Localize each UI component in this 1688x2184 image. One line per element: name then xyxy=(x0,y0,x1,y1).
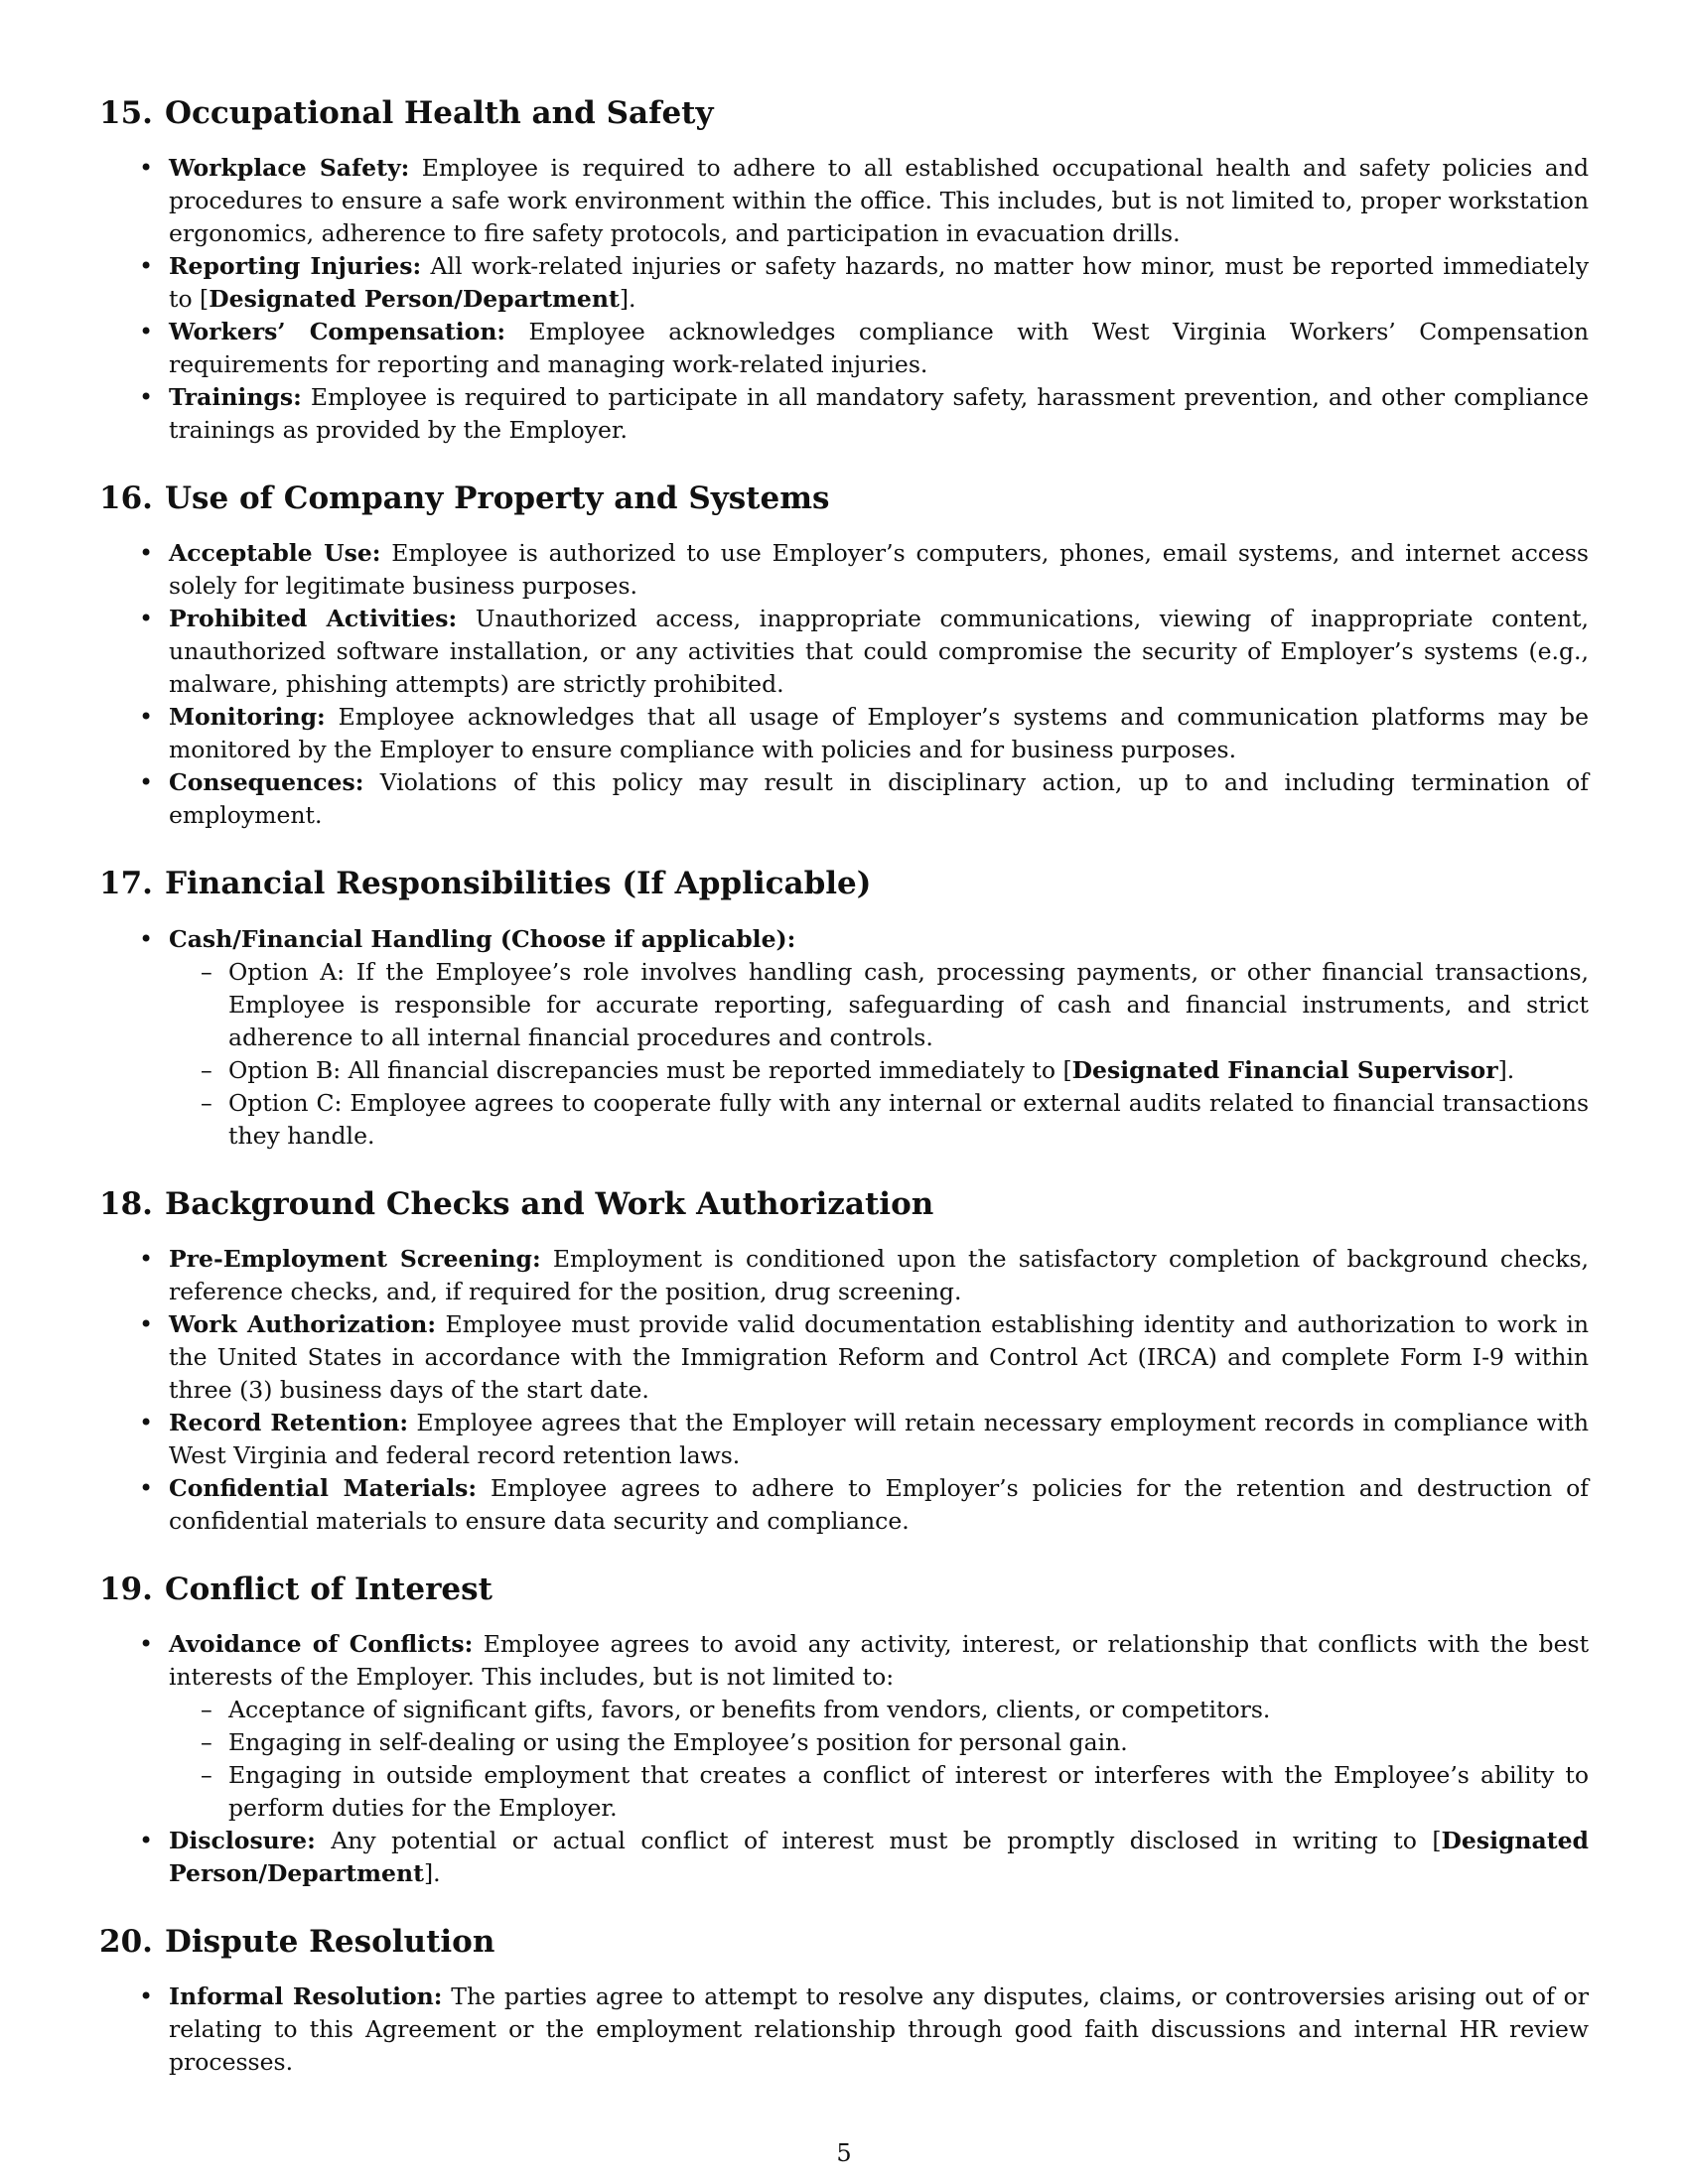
item-lead: Consequences: xyxy=(169,768,364,797)
item-lead: Work Authorization: xyxy=(169,1309,437,1338)
section-title: Use of Company Property and Systems xyxy=(165,480,830,517)
item-lead: Confidential Materials: xyxy=(169,1473,478,1502)
section-background-checks xyxy=(99,1186,1589,1538)
item-text: Employee is authorized to use Employer’s computers, phones, email systems, and internet access solely for legitimate business purposes. xyxy=(169,539,1589,601)
item-text: Employee agrees to avoid any activity, interest, or relationship that conflicts with the best interests of the Employer. This includes, but is not limited to: xyxy=(169,1629,1590,1691)
sub-list xyxy=(169,1694,1589,1825)
section-conflict-of-interest xyxy=(99,1571,1589,1890)
item-lead: Pre-Employment Screening: xyxy=(169,1244,541,1273)
section-number: 18. xyxy=(99,1185,153,1222)
list-item xyxy=(169,316,1589,381)
item-text: All work-related injuries or safety hazards, no matter how minor, must be reported immediately to [ xyxy=(169,252,1590,314)
list-item xyxy=(169,1825,1589,1890)
item-text: Violations of this policy may result in disciplinary action, up to and including termination of employment. xyxy=(169,768,1589,830)
bullet-list xyxy=(99,537,1589,832)
document-page xyxy=(99,95,1589,2113)
bullet-list xyxy=(99,1628,1589,1890)
list-item xyxy=(169,1308,1589,1407)
list-item xyxy=(169,701,1589,766)
section-heading xyxy=(99,480,1589,517)
list-item xyxy=(169,250,1589,316)
section-title: Conflict of Interest xyxy=(165,1570,492,1607)
section-number: 20. xyxy=(99,1923,153,1960)
list-item xyxy=(169,1243,1589,1308)
item-text: Unauthorized access, inappropriate communications, viewing of inappropriate content, unauthorized software installation, or any activities that could compromise the security of Employer’s systems (e.g., malware, phishing attempts) are strictly prohibited. xyxy=(169,605,1590,699)
list-item xyxy=(169,1472,1589,1538)
item-lead: Cash/Financial Handling (Choose if applicable): xyxy=(169,924,796,953)
sub-item-text: Acceptance of significant gifts, favors, or benefits from vendors, clients, or competitors. xyxy=(228,1695,1271,1723)
list-item xyxy=(169,537,1589,603)
sub-list-item xyxy=(228,1087,1589,1153)
bullet-list xyxy=(99,1243,1589,1538)
section-title: Occupational Health and Safety xyxy=(165,95,714,131)
section-title: Background Checks and Work Authorization xyxy=(165,1185,934,1222)
item-lead: Informal Resolution: xyxy=(169,1982,443,2011)
placeholder-text: Designated Financial Supervisor xyxy=(1071,1055,1498,1084)
sub-list-item xyxy=(228,1054,1589,1087)
item-text: Employee is required to participate in all mandatory safety, harassment prevention, and other compliance trainings as provided by the Employer. xyxy=(169,383,1589,445)
section-title: Dispute Resolution xyxy=(165,1923,495,1960)
sub-list-item xyxy=(228,1759,1589,1825)
item-lead: Workers’ Compensation: xyxy=(169,318,506,346)
item-lead: Record Retention: xyxy=(169,1408,408,1436)
item-lead: Trainings: xyxy=(169,383,302,412)
item-text: Employee acknowledges compliance with West Virginia Workers’ Compensation requirements for reporting and managing work-related injuries. xyxy=(169,318,1590,379)
section-company-property xyxy=(99,480,1589,832)
item-text: Employee agrees to adhere to Employer’s policies for the retention and destruction of confidential materials to ensure data security and compliance. xyxy=(169,1473,1589,1535)
section-number: 16. xyxy=(99,480,153,517)
list-item xyxy=(169,766,1589,832)
section-heading xyxy=(99,1571,1589,1608)
sub-list xyxy=(169,956,1589,1153)
section-number: 17. xyxy=(99,866,153,902)
placeholder-text: Designated Person/Department xyxy=(169,1826,1589,1887)
section-heading xyxy=(99,866,1589,902)
item-lead: Avoidance of Conflicts: xyxy=(169,1629,474,1658)
bullet-list xyxy=(99,1980,1589,2079)
bullet-list xyxy=(99,923,1589,1153)
item-lead: Prohibited Activities: xyxy=(169,605,458,633)
section-number: 15. xyxy=(99,95,153,131)
item-text: Employment is conditioned upon the satisfactory completion of background checks, reference checks, and, if required for the position, drug screening. xyxy=(169,1244,1589,1305)
section-heading xyxy=(99,95,1589,132)
list-item xyxy=(169,1407,1589,1472)
item-text: Any potential or actual conflict of interest must be promptly disclosed in writing to [ xyxy=(315,1826,1442,1854)
sub-item-text: Option C: Employee agrees to cooperate fully with any internal or external audits related to financial transactions they handle. xyxy=(228,1088,1589,1150)
item-lead: Acceptable Use: xyxy=(169,539,381,568)
bullet-list xyxy=(99,152,1589,447)
sub-item-text: ]. xyxy=(1497,1055,1515,1084)
item-text: The parties agree to attempt to resolve any disputes, claims, or controversies arising out of or relating to this Agreement or the employment relationship through good faith discussions and internal HR review processes. xyxy=(169,1982,1589,2077)
page-number: 5 xyxy=(836,2139,852,2167)
list-item xyxy=(169,152,1589,250)
list-item xyxy=(169,923,1589,1153)
list-item xyxy=(169,1628,1589,1825)
item-lead: Reporting Injuries: xyxy=(169,252,422,281)
item-text: Employee acknowledges that all usage of Employer’s systems and communication platforms may be monitored by the Employer to ensure compliance with policies and for business purposes. xyxy=(169,703,1589,764)
sub-item-text: Engaging in outside employment that creates a conflict of interest or interferes with the Employee’s ability to perform duties for the Employer. xyxy=(228,1760,1589,1822)
sub-list-item xyxy=(228,1694,1589,1726)
sub-item-text: Engaging in self-dealing or using the Employee’s position for personal gain. xyxy=(228,1727,1128,1756)
item-lead: Disclosure: xyxy=(169,1826,316,1854)
item-text: Employee is required to adhere to all established occupational health and safety policies and procedures to ensure a safe work environment within the office. This includes, but is not limited to, proper workstation ergonomics, adherence to fire safety protocols, and participation in evacuation drills. xyxy=(169,154,1589,248)
item-lead: Workplace Safety: xyxy=(169,154,410,183)
list-item xyxy=(169,1980,1589,2079)
placeholder-text: Designated Person/Department xyxy=(209,285,620,314)
section-dispute-resolution xyxy=(99,1924,1589,2079)
section-heading xyxy=(99,1924,1589,1961)
list-item xyxy=(169,381,1589,447)
section-financial-responsibilities xyxy=(99,866,1589,1152)
sub-list-item xyxy=(228,1726,1589,1759)
item-text: ]. xyxy=(423,1858,441,1887)
section-number: 19. xyxy=(99,1570,153,1607)
item-text: Employee must provide valid documentation establishing identity and authorization to work in the United States in accordance with the Immigration Reform and Control Act (IRCA) and complete Form I-9 within three (3) business days of the start date. xyxy=(169,1309,1589,1404)
list-item xyxy=(169,603,1589,701)
sub-item-text: Option B: All financial discrepancies must be reported immediately to [ xyxy=(228,1055,1072,1084)
item-lead: Monitoring: xyxy=(169,703,326,732)
section-heading xyxy=(99,1186,1589,1223)
sub-item-text: Option A: If the Employee’s role involves handling cash, processing payments, or other financial transactions, Employee is responsible for accurate reporting, safeguarding of cash and financial instruments, and strict adherence to all internal financial procedures and controls. xyxy=(228,957,1589,1051)
section-occupational-health xyxy=(99,95,1589,447)
section-title: Financial Responsibilities (If Applicable) xyxy=(165,866,872,902)
item-text: Employee agrees that the Employer will retain necessary employment records in compliance with West Virginia and federal record retention laws. xyxy=(169,1408,1589,1469)
sub-list-item xyxy=(228,956,1589,1054)
item-text: ]. xyxy=(619,285,636,314)
